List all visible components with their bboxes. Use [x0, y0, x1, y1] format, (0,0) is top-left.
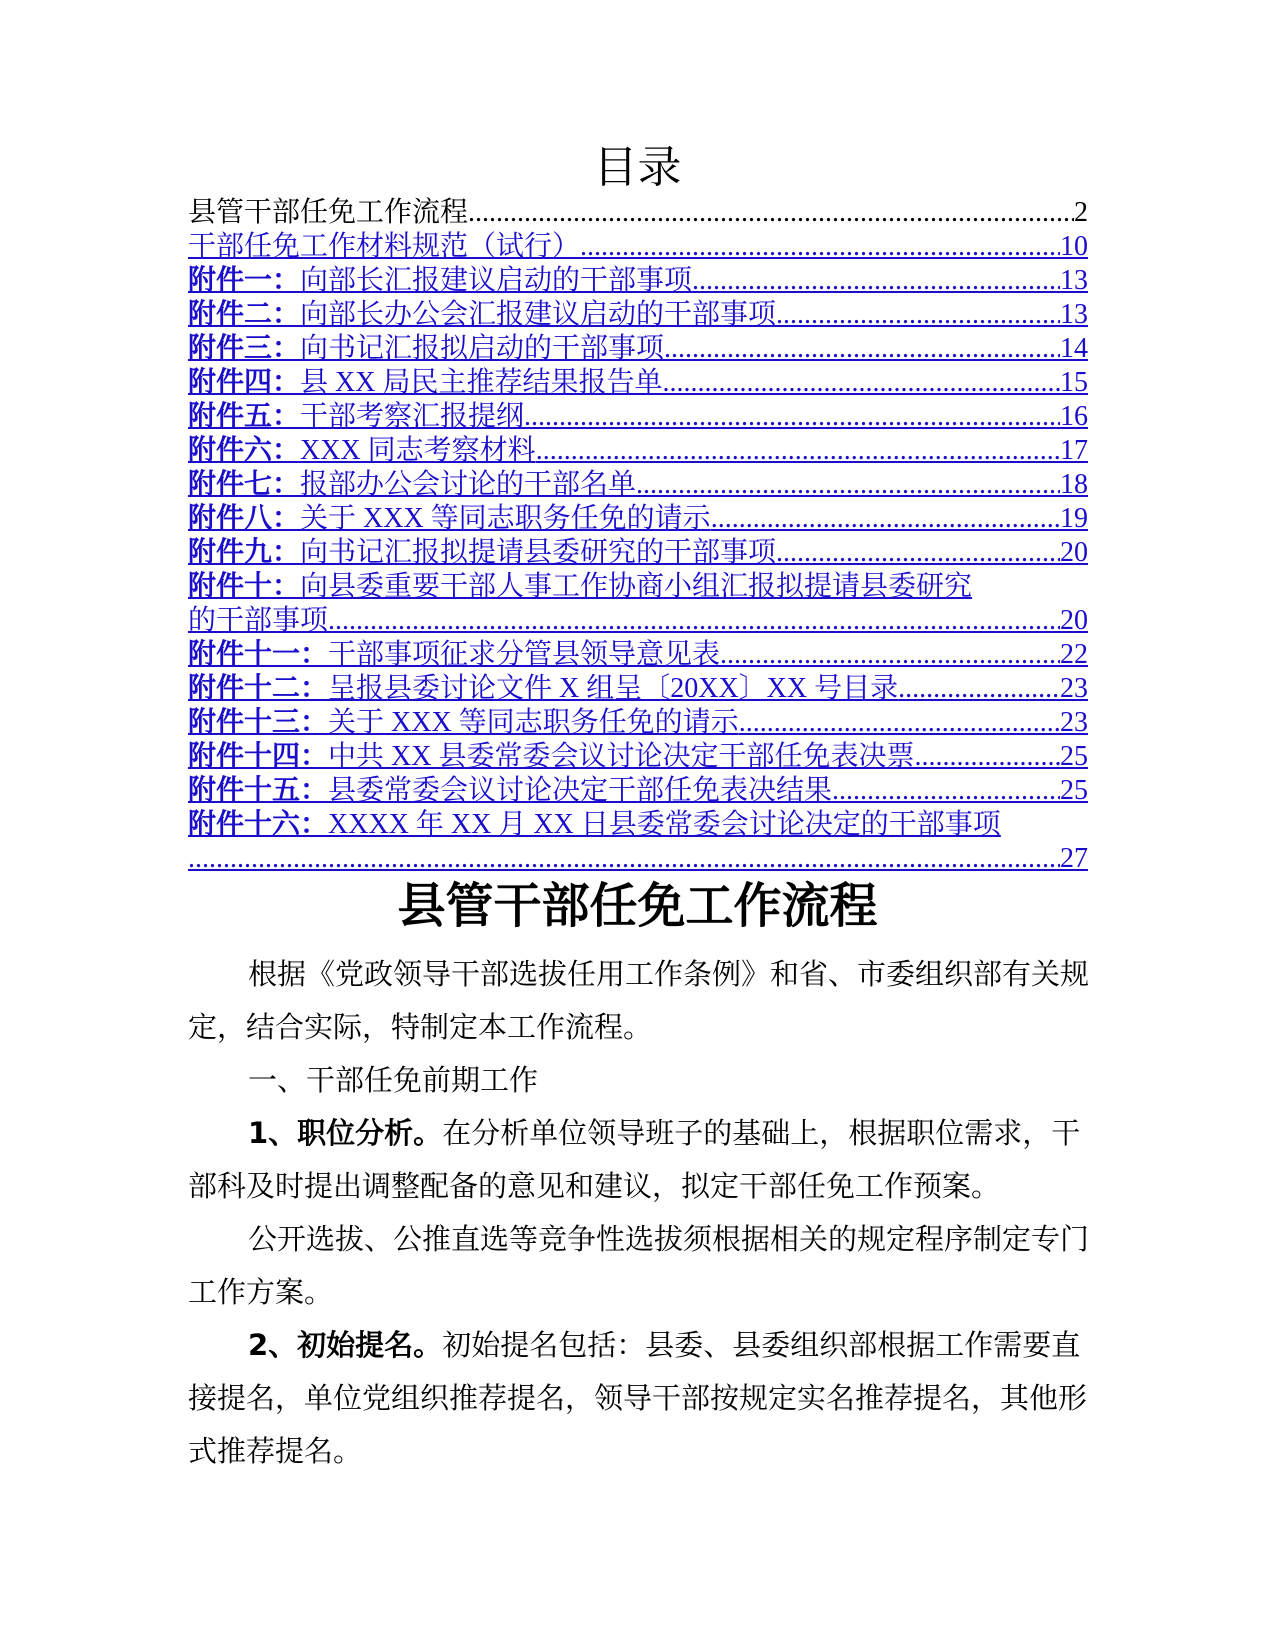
toc-entry-prefix: 附件九：	[188, 537, 301, 568]
toc-entry-prefix: 附件七：	[188, 469, 301, 500]
toc-link[interactable]	[188, 774, 1088, 808]
item-text: 在分析单位领导班子的基础上，根据职位需求，干部科及时提出调整配备的意见和建议，拟定干部任免工作预案。	[188, 1116, 1081, 1203]
toc-entry-prefix: 附件五：	[188, 401, 301, 432]
section-title: 县管干部任免工作流程	[397, 878, 878, 934]
toc-leader	[898, 672, 1060, 706]
toc-entry-prefix: 附件十一：	[188, 639, 329, 670]
toc-entry-text: 向书记汇报拟提请县委研究的干部事项	[300, 537, 777, 568]
item-label: 2、初始提名。	[248, 1328, 443, 1362]
toc-link-continuation[interactable]	[188, 604, 1088, 638]
toc-leader	[580, 230, 1060, 264]
toc-leader	[832, 774, 1060, 808]
toc-leader	[692, 264, 1060, 298]
toc-page-number: 20	[1060, 605, 1088, 636]
toc-page-number: 23	[1060, 673, 1088, 704]
toc-entry-text: 干部事项征求分管县领导意见表	[328, 639, 721, 670]
toc-entry-text: 中共 XX 县委常委会议讨论决定干部任免表决票	[328, 741, 915, 772]
toc-link[interactable]	[188, 332, 1088, 366]
section-body	[188, 948, 1108, 1478]
toc-leader	[328, 604, 1060, 638]
toc-leader	[914, 740, 1060, 774]
toc-leader	[636, 468, 1060, 502]
toc-entry-text: 的干部事项	[188, 605, 329, 636]
table-of-contents	[188, 196, 1088, 876]
toc-entry-prefix: 附件八：	[188, 503, 301, 534]
toc-entry-text: XXX 同志考察材料	[300, 435, 536, 466]
toc-link[interactable]	[188, 672, 1088, 706]
toc-page-number: 16	[1060, 401, 1088, 432]
toc-page-number: 22	[1060, 639, 1088, 670]
toc-link[interactable]	[188, 366, 1088, 400]
toc-leader	[664, 332, 1060, 366]
toc-entry-text: 向部长办公会汇报建议启动的干部事项	[300, 299, 777, 330]
toc-link[interactable]	[188, 706, 1088, 740]
toc-leader	[468, 196, 1074, 230]
toc-link[interactable]	[188, 740, 1088, 774]
toc-entry-text: 向部长汇报建议启动的干部事项	[300, 265, 693, 296]
toc-leader	[536, 434, 1060, 468]
toc-page-number: 19	[1060, 503, 1088, 534]
toc-heading: 目录	[593, 142, 682, 193]
toc-link[interactable]	[188, 298, 1088, 332]
toc-page-number: 10	[1060, 231, 1088, 262]
toc-leader	[188, 842, 1060, 876]
toc-entry-prefix: 附件二：	[188, 299, 301, 330]
toc-entry-text: 关于 XXX 等同志职务任免的请示	[300, 503, 711, 534]
toc-leader	[739, 706, 1060, 740]
toc-entry-prefix: 附件十三：	[188, 707, 329, 738]
toc-page-number: 23	[1060, 707, 1088, 738]
toc-link[interactable]	[188, 570, 1088, 604]
item-paragraph	[188, 1319, 1108, 1478]
toc-entry-prefix: 附件四：	[188, 367, 301, 398]
note-paragraph: 公开选拔、公推直选等竞争性选拔须根据相关的规定程序制定专门工作方案。	[188, 1222, 1090, 1309]
toc-page-number: 14	[1060, 333, 1088, 364]
toc-entry-text: 县 XX 局民主推荐结果报告单	[300, 367, 663, 398]
item-text: 初始提名包括：县委、县委组织部根据工作需要直接提名，单位党组织推荐提名，领导干部按规定实名推荐提名，其他形式推荐提名。	[188, 1328, 1088, 1468]
toc-entry-prefix: 附件六：	[188, 435, 301, 466]
toc-link[interactable]	[188, 468, 1088, 502]
toc-entry-prefix: 附件十五：	[188, 775, 329, 806]
toc-page-number: 15	[1060, 367, 1088, 398]
toc-page-number: 25	[1060, 741, 1088, 772]
toc-entry-prefix: 附件十二：	[188, 673, 329, 704]
toc-leader	[776, 536, 1060, 570]
toc-link[interactable]	[188, 536, 1088, 570]
toc-entry-text: 干部考察汇报提纲	[300, 401, 525, 432]
toc-page-number: 13	[1060, 299, 1088, 330]
toc-leader	[662, 366, 1060, 400]
toc-leader	[711, 502, 1060, 536]
toc-leader	[776, 298, 1060, 332]
toc-entry-prefix: 附件十四：	[188, 741, 329, 772]
toc-entry-text: 向县委重要干部人事工作协商小组汇报拟提请县委研究	[300, 571, 973, 602]
toc-entry-text: 县管干部任免工作流程	[188, 197, 469, 228]
item-label: 1、职位分析。	[248, 1116, 443, 1150]
toc-entry-prefix: 附件十：	[188, 571, 301, 602]
part-heading: 一、干部任免前期工作	[248, 1063, 539, 1097]
toc-entry-text: 报部办公会讨论的干部名单	[300, 469, 637, 500]
intro-paragraph: 根据《党政领导干部选拔任用工作条例》和省、市委组织部有关规定，结合实际，特制定本工作流程。	[188, 957, 1090, 1044]
toc-entry-text: XXXX 年 XX 月 XX 日县委常委会讨论决定的干部事项	[328, 809, 1001, 840]
toc-entry-prefix: 附件一：	[188, 265, 301, 296]
toc-page-number: 2	[1074, 197, 1088, 228]
toc-page-number: 13	[1060, 265, 1088, 296]
toc-entry-text: 关于 XXX 等同志职务任免的请示	[328, 707, 739, 738]
toc-link[interactable]	[188, 638, 1088, 672]
toc-leader	[720, 638, 1060, 672]
toc-link[interactable]	[188, 808, 1088, 842]
toc-leader	[524, 400, 1060, 434]
toc-entry-prefix: 附件十六：	[188, 809, 329, 840]
toc-link-continuation[interactable]	[188, 842, 1088, 876]
toc-link[interactable]	[188, 502, 1088, 536]
item-paragraph	[188, 1107, 1108, 1213]
toc-page-number: 27	[1060, 843, 1088, 874]
toc-page-number: 18	[1060, 469, 1088, 500]
toc-entry-text: 呈报县委讨论文件 X 组呈〔20XX〕XX 号目录	[328, 673, 899, 704]
toc-link[interactable]	[188, 400, 1088, 434]
toc-page-number: 20	[1060, 537, 1088, 568]
toc-entry-text: 干部任免工作材料规范（试行）	[188, 231, 581, 262]
toc-entry-prefix: 附件三：	[188, 333, 301, 364]
toc-link[interactable]	[188, 230, 1088, 264]
toc-link[interactable]	[188, 264, 1088, 298]
toc-page-number: 17	[1060, 435, 1088, 466]
toc-page-number: 25	[1060, 775, 1088, 806]
toc-link[interactable]	[188, 434, 1088, 468]
toc-entry[interactable]	[188, 196, 1088, 230]
toc-entry-text: 向书记汇报拟启动的干部事项	[300, 333, 665, 364]
toc-entry-text: 县委常委会议讨论决定干部任免表决结果	[328, 775, 833, 806]
